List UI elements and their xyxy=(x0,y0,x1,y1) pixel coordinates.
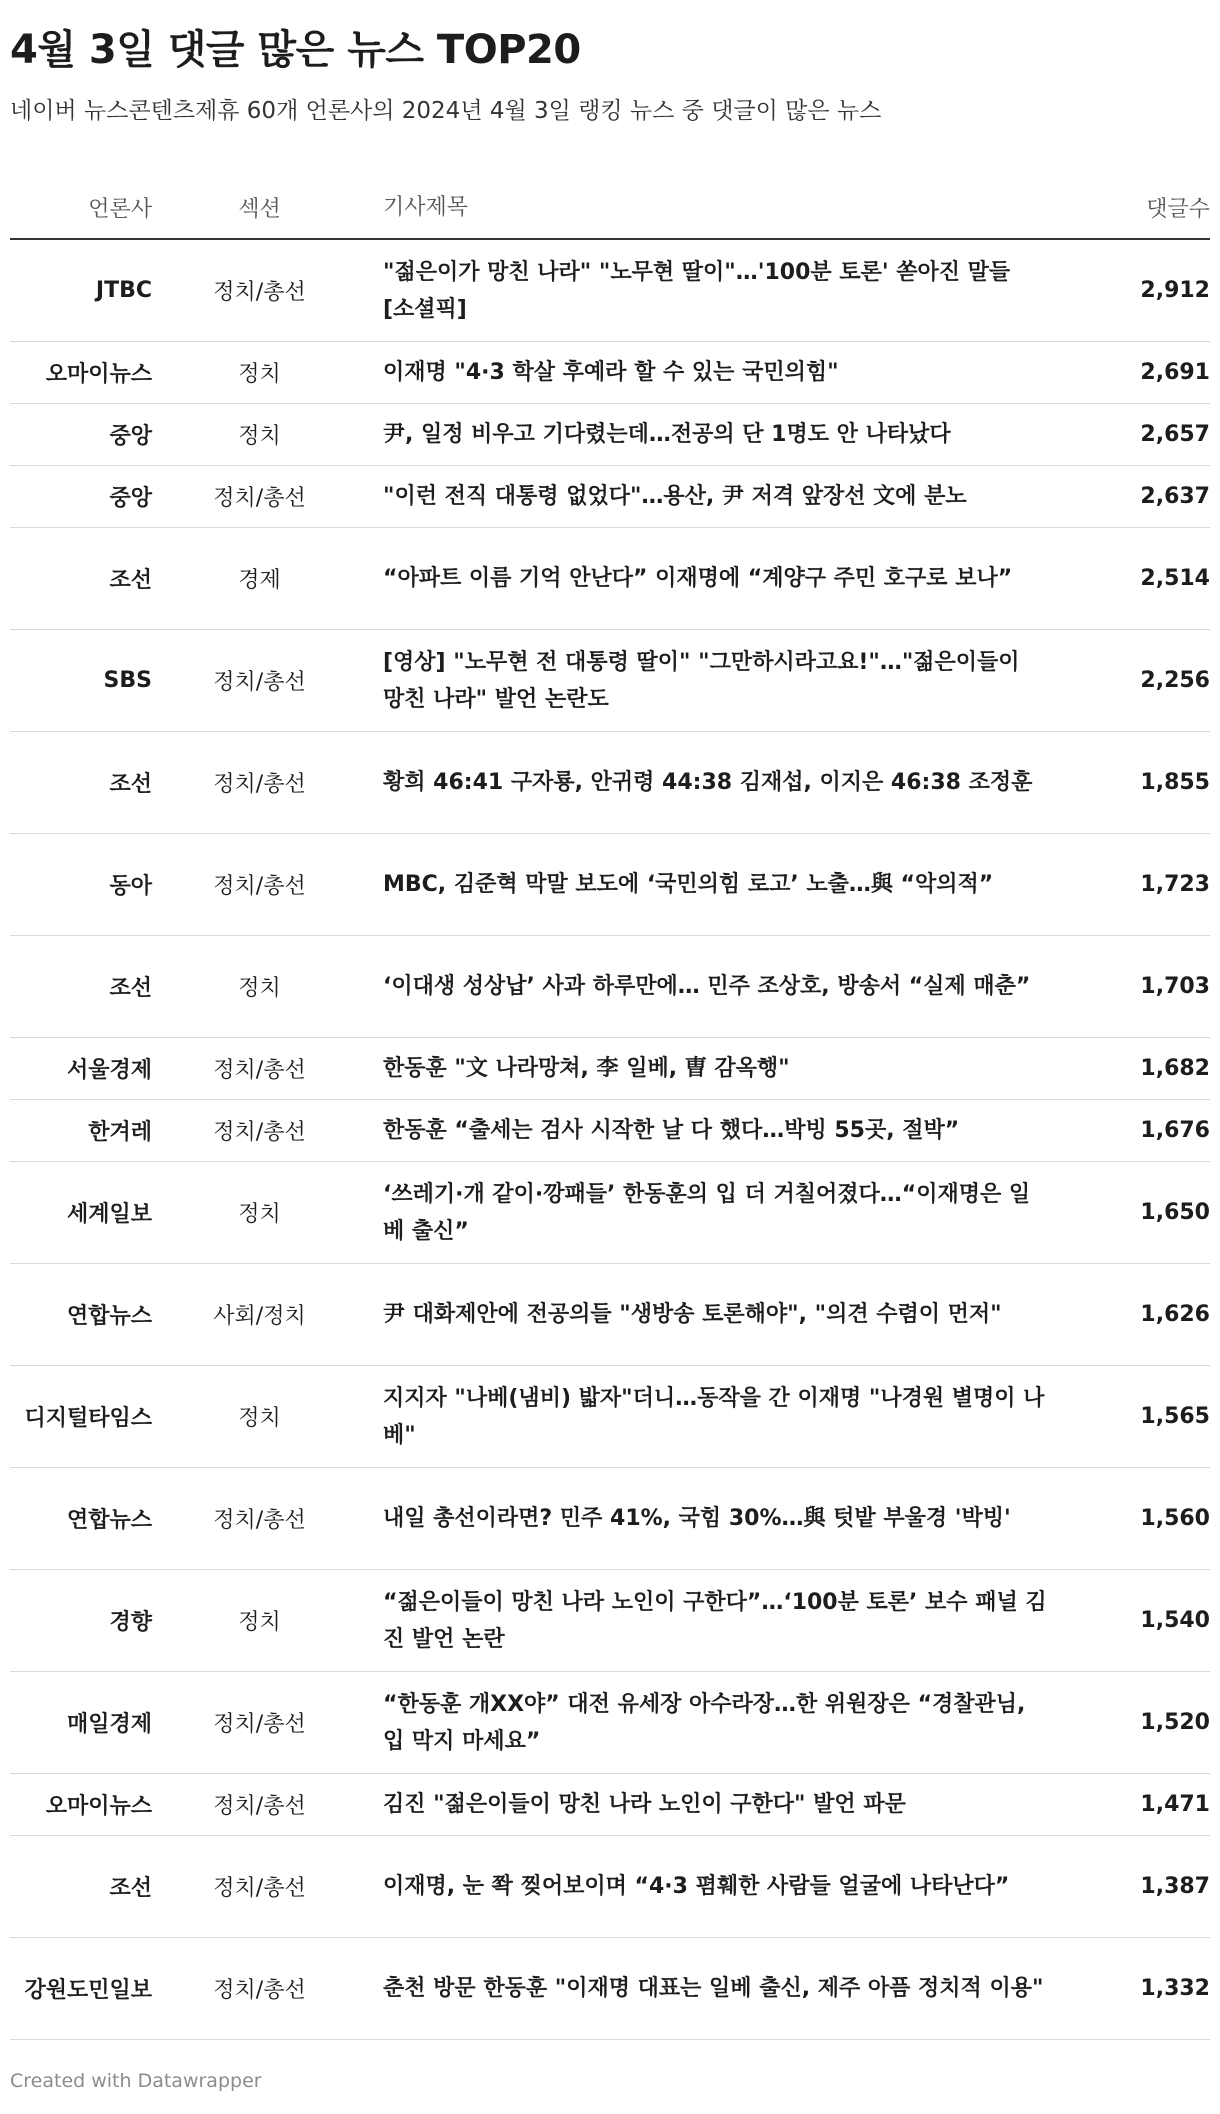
table-row xyxy=(10,342,1210,404)
headline-cell[interactable]: 지지자 "나베(냄비) 밟자"더니…동작을 간 이재명 "나경원 별명이 나베" xyxy=(383,1385,1045,1448)
headline-cell[interactable]: 이재명 "4·3 학살 후예라 할 수 있는 국민의힘" xyxy=(383,360,839,385)
news-table xyxy=(10,176,1210,2040)
headline-cell[interactable]: 한동훈 "文 나라망쳐, 李 일베, 曺 감옥행" xyxy=(383,1056,790,1081)
section-cell: 정치/총선 xyxy=(213,1712,306,1737)
press-cell: 동아 xyxy=(109,874,152,899)
page-title: 4월 3일 댓글 많은 뉴스 TOP20 xyxy=(10,27,581,73)
headline-cell[interactable]: 황희 46:41 구자룡, 안귀령 44:38 김재섭, 이지은 46:38 조정훈 xyxy=(383,770,1033,795)
comment-count-cell: 2,514 xyxy=(1140,566,1210,591)
headline-cell[interactable]: 춘천 방문 한동훈 "이재명 대표는 일베 출신, 제주 아픔 정치적 이용" xyxy=(383,1976,1044,2001)
comment-count-cell: 1,387 xyxy=(1140,1874,1210,1899)
section-cell: 정치/총선 xyxy=(213,1876,306,1901)
section-cell: 정치/총선 xyxy=(213,280,306,305)
table-row xyxy=(10,630,1210,732)
comment-count-cell: 2,912 xyxy=(1140,278,1210,303)
table-row xyxy=(10,1672,1210,1774)
page-subtitle: 네이버 뉴스콘텐츠제휴 60개 언론사의 2024년 4월 3일 랭킹 뉴스 중 댓글이 많은 뉴스 xyxy=(10,98,882,124)
press-cell: 연합뉴스 xyxy=(66,1508,152,1533)
table-row xyxy=(10,1038,1210,1100)
press-cell: SBS xyxy=(103,668,152,693)
table-row xyxy=(10,1938,1210,2040)
section-cell: 정치/총선 xyxy=(213,670,306,695)
headline-cell[interactable]: 尹 대화제안에 전공의들 "생방송 토론해야", "의견 수렴이 먼저" xyxy=(383,1302,1002,1327)
table-row xyxy=(10,404,1210,466)
table-row xyxy=(10,732,1210,834)
headline-cell[interactable]: “젊은이들이 망친 나라 노인이 구한다”…‘100분 토론’ 보수 패널 김진 발언 논란 xyxy=(383,1589,1047,1652)
comment-count-cell: 1,560 xyxy=(1140,1506,1210,1531)
headline-cell[interactable]: "젊은이가 망친 나라" "노무현 딸이"…'100분 토론' 쏟아진 말들 [소셜픽] xyxy=(383,259,1011,322)
section-cell: 사회/정치 xyxy=(213,1304,306,1329)
table-row xyxy=(10,1366,1210,1468)
table-row xyxy=(10,528,1210,630)
headline-cell[interactable]: “아파트 이름 기억 안난다” 이재명에 “계양구 주민 호구로 보나” xyxy=(383,566,1013,591)
section-cell: 정치 xyxy=(238,1406,281,1431)
press-cell: JTBC xyxy=(95,278,152,303)
section-cell: 정치/총선 xyxy=(213,1058,306,1083)
table-row xyxy=(10,240,1210,342)
press-cell: 서울경제 xyxy=(66,1058,152,1083)
headline-cell[interactable]: MBC, 김준혁 막말 보도에 ‘국민의힘 로고’ 노출…與 “악의적” xyxy=(383,872,994,897)
headline-cell[interactable]: 尹, 일정 비우고 기다렸는데…전공의 단 1명도 안 나타났다 xyxy=(383,422,951,447)
comment-count-cell: 2,256 xyxy=(1140,668,1210,693)
table-row xyxy=(10,1162,1210,1264)
section-cell: 경제 xyxy=(238,568,281,593)
comment-count-cell: 1,676 xyxy=(1140,1118,1210,1143)
press-cell: 연합뉴스 xyxy=(66,1304,152,1329)
comment-count-cell: 1,540 xyxy=(1140,1608,1210,1633)
comment-count-cell: 1,855 xyxy=(1140,770,1210,795)
comment-count-cell: 1,471 xyxy=(1140,1792,1210,1817)
credit-text: Created with Datawrapper xyxy=(10,2070,262,2092)
section-cell: 정치 xyxy=(238,424,281,449)
press-cell: 조선 xyxy=(109,568,152,593)
press-cell: 강원도민일보 xyxy=(24,1978,152,2003)
table-row xyxy=(10,1570,1210,1672)
comment-count-cell: 1,650 xyxy=(1140,1200,1210,1225)
press-cell: 경향 xyxy=(109,1610,152,1635)
header-press[interactable]: 언론사 xyxy=(88,196,152,222)
header-comments[interactable]: 댓글수 xyxy=(1146,196,1210,222)
press-cell: 조선 xyxy=(109,976,152,1001)
comment-count-cell: 1,565 xyxy=(1140,1404,1210,1429)
table-body xyxy=(10,240,1210,2040)
section-cell: 정치/총선 xyxy=(213,874,306,899)
comment-count-cell: 1,703 xyxy=(1140,974,1210,999)
table-row xyxy=(10,936,1210,1038)
section-cell: 정치/총선 xyxy=(213,1508,306,1533)
press-cell: 디지털타임스 xyxy=(24,1406,152,1431)
press-cell: 조선 xyxy=(109,772,152,797)
header-section[interactable]: 섹션 xyxy=(238,196,281,222)
press-cell: 세계일보 xyxy=(66,1202,152,1227)
table-row xyxy=(10,1774,1210,1836)
comment-count-cell: 2,637 xyxy=(1140,484,1210,509)
table-row xyxy=(10,1468,1210,1570)
table-row xyxy=(10,1100,1210,1162)
table-header xyxy=(10,176,1210,240)
headline-cell[interactable]: 내일 총선이라면? 민주 41%, 국힘 30%…與 텃밭 부울경 '박빙' xyxy=(383,1506,1011,1531)
table-row xyxy=(10,834,1210,936)
section-cell: 정치/총선 xyxy=(213,1978,306,2003)
comment-count-cell: 1,723 xyxy=(1140,872,1210,897)
section-cell: 정치/총선 xyxy=(213,1794,306,1819)
press-cell: 조선 xyxy=(109,1876,152,1901)
table-row xyxy=(10,1264,1210,1366)
press-cell: 오마이뉴스 xyxy=(45,1794,152,1819)
section-cell: 정치/총선 xyxy=(213,772,306,797)
headline-cell[interactable]: 한동훈 “출세는 검사 시작한 날 다 했다…박빙 55곳, 절박” xyxy=(383,1118,960,1143)
comment-count-cell: 1,682 xyxy=(1140,1056,1210,1081)
press-cell: 매일경제 xyxy=(66,1712,152,1737)
headline-cell[interactable]: 이재명, 눈 쫙 찢어보이며 “4·3 폄훼한 사람들 얼굴에 나타난다” xyxy=(383,1874,1010,1899)
headline-cell[interactable]: [영상] "노무현 전 대통령 딸이" "그만하시라고요!"…"젊은이들이 망친 나라" 발언 논란도 xyxy=(383,649,1020,712)
section-cell: 정치/총선 xyxy=(213,486,306,511)
comment-count-cell: 1,626 xyxy=(1140,1302,1210,1327)
headline-cell[interactable]: ‘쓰레기·개 같이·깡패들’ 한동훈의 입 더 거칠어졌다…“이재명은 일베 출신” xyxy=(383,1181,1031,1244)
headline-cell[interactable]: "이런 전직 대통령 없었다"…용산, 尹 저격 앞장선 文에 분노 xyxy=(383,484,967,509)
press-cell: 중앙 xyxy=(109,424,152,449)
section-cell: 정치 xyxy=(238,362,281,387)
headline-cell[interactable]: “한동훈 개XX야” 대전 유세장 아수라장…한 위원장은 “경찰관님, 입 막지 마세요” xyxy=(383,1691,1026,1754)
table-row xyxy=(10,1836,1210,1938)
section-cell: 정치/총선 xyxy=(213,1120,306,1145)
section-cell: 정치 xyxy=(238,1610,281,1635)
press-cell: 한겨레 xyxy=(88,1120,152,1145)
comment-count-cell: 2,691 xyxy=(1140,360,1210,385)
comment-count-cell: 1,520 xyxy=(1140,1710,1210,1735)
comment-count-cell: 2,657 xyxy=(1140,422,1210,447)
header-headline[interactable]: 기사제목 xyxy=(383,194,469,220)
press-cell: 오마이뉴스 xyxy=(45,362,152,387)
headline-cell[interactable]: ‘이대생 성상납’ 사과 하루만에… 민주 조상호, 방송서 “실제 매춘” xyxy=(383,974,1031,999)
section-cell: 정치 xyxy=(238,976,281,1001)
comment-count-cell: 1,332 xyxy=(1140,1976,1210,2001)
table-row xyxy=(10,466,1210,528)
press-cell: 중앙 xyxy=(109,486,152,511)
headline-cell[interactable]: 김진 "젊은이들이 망친 나라 노인이 구한다" 발언 파문 xyxy=(383,1792,906,1817)
section-cell: 정치 xyxy=(238,1202,281,1227)
